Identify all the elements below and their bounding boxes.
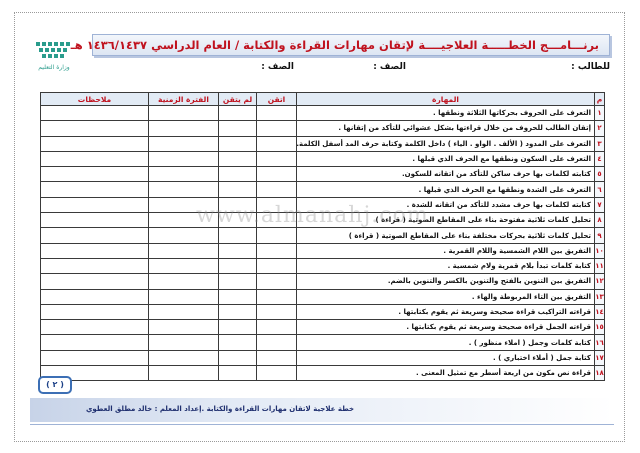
- row-not-mastered-cell[interactable]: [219, 182, 257, 197]
- skills-table: [40, 92, 605, 381]
- table-row: [41, 304, 605, 319]
- row-number: ٨: [595, 213, 605, 228]
- row-mastered-cell[interactable]: [257, 366, 297, 381]
- row-skill: إتقان الطالب للحروف من خلال قراءتها بشكل عشوائي للتأكد من إتقانها .: [297, 121, 595, 136]
- row-not-mastered-cell[interactable]: [219, 228, 257, 243]
- row-period-cell[interactable]: [149, 167, 219, 182]
- row-mastered-cell[interactable]: [257, 335, 297, 350]
- row-notes-cell[interactable]: [41, 350, 149, 365]
- page-title: برنـــامـــج الخطـــــة العلاجيــــة لإتقان مهارات القراءة والكتابة / العام الدراسي ١٤٣٦/١٤٣٧ هـ: [92, 34, 610, 56]
- table-row: [41, 151, 605, 166]
- row-skill: كتابة كلمات تبدأ بلام قمرية ولام شمسية .: [297, 258, 595, 273]
- row-notes-cell[interactable]: [41, 167, 149, 182]
- row-number: ١٨: [595, 366, 605, 381]
- row-not-mastered-cell[interactable]: [219, 304, 257, 319]
- table-row: [41, 121, 605, 136]
- row-mastered-cell[interactable]: [257, 243, 297, 258]
- row-skill: التعرف على المدود ( الألف . الواو . الياء ) داخل الكلمة وكتابة حرف المد أسفل الكلمة.: [297, 136, 595, 151]
- col-mastered-header: اتقن: [257, 93, 297, 106]
- table-row: [41, 136, 605, 151]
- row-notes-cell[interactable]: [41, 243, 149, 258]
- row-period-cell[interactable]: [149, 366, 219, 381]
- row-mastered-cell[interactable]: [257, 289, 297, 304]
- student-class-label: الصف :: [261, 62, 294, 72]
- row-number: ١٥: [595, 320, 605, 335]
- table-row: [41, 243, 605, 258]
- row-period-cell[interactable]: [149, 335, 219, 350]
- row-skill: قراءة نص مكون من اربعة أسطر مع تمثيل المعنى .: [297, 366, 595, 381]
- row-skill: تحليل كلمات ثلاثية مفتوحة بناء على المقاطع الصوتية ( قراءة ): [297, 213, 595, 228]
- row-skill: التعرف على الشدة ونطقها مع الحرف الذي قبلها .: [297, 182, 595, 197]
- row-mastered-cell[interactable]: [257, 136, 297, 151]
- row-skill: تحليل كلمات ثلاثية بحركات مختلفة بناء على المقاطع الصوتية ( قراءة ): [297, 228, 595, 243]
- row-not-mastered-cell[interactable]: [219, 289, 257, 304]
- table-row: [41, 366, 605, 381]
- row-period-cell[interactable]: [149, 106, 219, 121]
- table-header-row: [41, 93, 605, 106]
- row-period-cell[interactable]: [149, 136, 219, 151]
- table-row: [41, 258, 605, 273]
- row-number: ٩: [595, 228, 605, 243]
- student-name-label: للطالب :: [571, 62, 610, 72]
- row-number: ١٣: [595, 289, 605, 304]
- table-row: [41, 320, 605, 335]
- row-mastered-cell[interactable]: [257, 274, 297, 289]
- table-row: [41, 228, 605, 243]
- row-mastered-cell[interactable]: [257, 106, 297, 121]
- col-skill-header: المهارة: [297, 93, 595, 106]
- col-period-header: الفترة الزمنية: [149, 93, 219, 106]
- row-not-mastered-cell[interactable]: [219, 167, 257, 182]
- row-number: ٢: [595, 121, 605, 136]
- table-row: [41, 350, 605, 365]
- row-mastered-cell[interactable]: [257, 121, 297, 136]
- row-number: ١: [595, 106, 605, 121]
- row-mastered-cell[interactable]: [257, 228, 297, 243]
- table-row: [41, 274, 605, 289]
- row-skill: التفريق بين اللام الشمسية واللام القمرية .: [297, 243, 595, 258]
- row-number: ٣: [595, 136, 605, 151]
- row-period-cell[interactable]: [149, 243, 219, 258]
- row-notes-cell[interactable]: [41, 136, 149, 151]
- table-row: [41, 289, 605, 304]
- col-number-header: م: [595, 93, 605, 106]
- row-notes-cell[interactable]: [41, 182, 149, 197]
- row-skill: كتابته لكلمات بها حرف مشدد للتأكد من اتقانه للشدة .: [297, 197, 595, 212]
- row-notes-cell[interactable]: [41, 304, 149, 319]
- row-period-cell[interactable]: [149, 289, 219, 304]
- row-not-mastered-cell[interactable]: [219, 335, 257, 350]
- row-not-mastered-cell[interactable]: [219, 258, 257, 273]
- row-notes-cell[interactable]: [41, 289, 149, 304]
- row-not-mastered-cell[interactable]: [219, 350, 257, 365]
- row-mastered-cell[interactable]: [257, 182, 297, 197]
- row-period-cell[interactable]: [149, 228, 219, 243]
- row-mastered-cell[interactable]: [257, 350, 297, 365]
- row-mastered-cell[interactable]: [257, 320, 297, 335]
- row-mastered-cell[interactable]: [257, 151, 297, 166]
- row-skill: التفريق بين التاء المربوطة والهاء .: [297, 289, 595, 304]
- row-skill: التعرف على الحروف بحركاتها الثلاثة ونطقها .: [297, 106, 595, 121]
- row-notes-cell[interactable]: [41, 320, 149, 335]
- row-skill: كتابته لكلمات بها حرف ساكن للتأكد من اتقانه للسكون.: [297, 167, 595, 182]
- row-mastered-cell[interactable]: [257, 167, 297, 182]
- row-not-mastered-cell[interactable]: [219, 243, 257, 258]
- row-notes-cell[interactable]: [41, 151, 149, 166]
- student-grade-label: الصف :: [373, 62, 406, 72]
- row-skill: التعرف على السكون ونطقها مع الحرف الذي قبلها .: [297, 151, 595, 166]
- row-period-cell[interactable]: [149, 151, 219, 166]
- col-notes-header: ملاحظات: [41, 93, 149, 106]
- row-number: ١٠: [595, 243, 605, 258]
- footer-credit: خطة علاجية لاتقان مهارات القراءة والكتابة .إعداد المعلم : خالد مطلق العطوي: [86, 405, 354, 413]
- table-row: [41, 335, 605, 350]
- row-number: ٤: [595, 151, 605, 166]
- row-notes-cell[interactable]: [41, 121, 149, 136]
- row-mastered-cell[interactable]: [257, 258, 297, 273]
- row-not-mastered-cell[interactable]: [219, 366, 257, 381]
- row-number: ٥: [595, 167, 605, 182]
- row-skill: التفريق بين التنوين بالفتح والتنوين بالكسر والتنوين بالضم.: [297, 274, 595, 289]
- row-number: ١٦: [595, 335, 605, 350]
- row-period-cell[interactable]: [149, 182, 219, 197]
- row-number: ١١: [595, 258, 605, 273]
- ministry-logo-text: وزارة التعليم: [38, 64, 70, 71]
- table-row: [41, 106, 605, 121]
- watermark: www.almanahj.com: [196, 203, 429, 228]
- row-period-cell[interactable]: [149, 258, 219, 273]
- row-number: ٦: [595, 182, 605, 197]
- row-notes-cell[interactable]: [41, 106, 149, 121]
- row-notes-cell[interactable]: [41, 228, 149, 243]
- table-row: [41, 167, 605, 182]
- row-mastered-cell[interactable]: [257, 304, 297, 319]
- row-number: ٧: [595, 197, 605, 212]
- row-not-mastered-cell[interactable]: [219, 151, 257, 166]
- row-not-mastered-cell[interactable]: [219, 136, 257, 151]
- row-number: ١٢: [595, 274, 605, 289]
- row-not-mastered-cell[interactable]: [219, 106, 257, 121]
- page-number-badge: ( ٢ ): [38, 376, 72, 394]
- row-number: ١٧: [595, 350, 605, 365]
- row-number: ١٤: [595, 304, 605, 319]
- col-not-mastered-header: لم يتقن: [219, 93, 257, 106]
- student-info-row: [40, 62, 614, 76]
- footer-bar: [30, 398, 614, 422]
- row-notes-cell[interactable]: [41, 335, 149, 350]
- row-not-mastered-cell[interactable]: [219, 274, 257, 289]
- row-not-mastered-cell[interactable]: [219, 121, 257, 136]
- row-period-cell[interactable]: [149, 274, 219, 289]
- row-notes-cell[interactable]: [41, 274, 149, 289]
- row-skill: كتابة كلمات وجمل ( املاء منظور ) .: [297, 335, 595, 350]
- row-period-cell[interactable]: [149, 304, 219, 319]
- row-not-mastered-cell[interactable]: [219, 320, 257, 335]
- row-notes-cell[interactable]: [41, 213, 149, 228]
- row-period-cell[interactable]: [149, 121, 219, 136]
- row-skill: كتابة جمل ( أملاء اختباري ) .: [297, 350, 595, 365]
- footer-divider: [30, 424, 614, 425]
- row-notes-cell[interactable]: [41, 258, 149, 273]
- table-row: [41, 182, 605, 197]
- row-notes-cell[interactable]: [41, 197, 149, 212]
- row-period-cell[interactable]: [149, 350, 219, 365]
- row-period-cell[interactable]: [149, 320, 219, 335]
- row-skill: قراءته التراكيب قراءة صحيحة وسريعة ثم يقوم بكتابتها .: [297, 304, 595, 319]
- row-skill: قراءته الجمل قراءة صحيحة وسريعة ثم يقوم بكتابتها .: [297, 320, 595, 335]
